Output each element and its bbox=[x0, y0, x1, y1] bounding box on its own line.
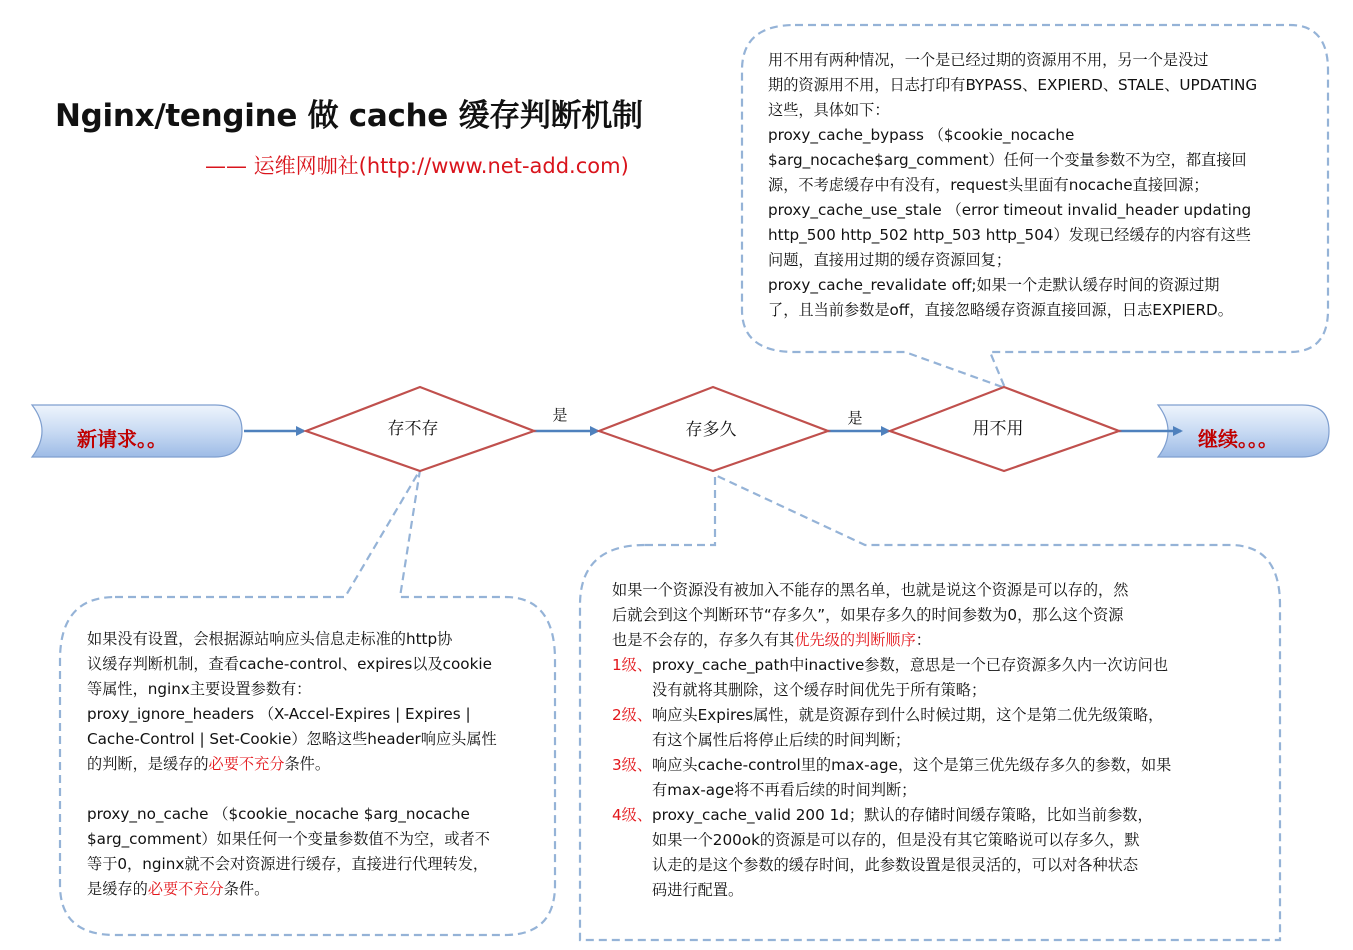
note-line: proxy_cache_bypass （$cookie_nocache bbox=[768, 126, 1075, 144]
note-line: 议缓存判断机制，查看cache-control、expires以及cookie bbox=[87, 655, 492, 673]
level-number: 4级、 bbox=[612, 806, 653, 824]
note-line: Cache-Control | Set-Cookie）忽略这些header响应头属性 bbox=[87, 730, 497, 748]
note-line: proxy_no_cache （$cookie_nocache $arg_nocache bbox=[87, 805, 470, 823]
highlight-text: 必要不充分 bbox=[147, 880, 224, 898]
decision-use-label: 用不用 bbox=[972, 419, 1024, 439]
note-line: 后就会到这个判断环节“存多久”，如果存多久的时间参数为0，那么这个资源 bbox=[612, 606, 1124, 624]
paragraph-gap bbox=[87, 777, 542, 802]
terminal-start-label: 新请求。。 bbox=[77, 427, 167, 451]
terminal-end-label: 继续。。。 bbox=[1198, 427, 1278, 451]
note-line: proxy_ignore_headers （X-Accel-Expires | Expires | bbox=[87, 705, 471, 723]
note-line: 如果一个200ok的资源是可以存的，但是没有其它策略说可以存多久，默 bbox=[652, 831, 1140, 849]
priority-level-2 bbox=[612, 703, 1262, 753]
note-line: 等属性，nginx主要设置参数有： bbox=[87, 680, 312, 698]
page-title: Nginx/tengine 做 cache 缓存判断机制 bbox=[55, 98, 643, 134]
note-line: 响应头cache-control里的max-age，这个是第三优先级存多久的参数，如果 bbox=[652, 756, 1172, 774]
edge-yes-label-1: 是 bbox=[552, 406, 568, 424]
level-number: 2级、 bbox=[612, 706, 653, 724]
priority-level-1 bbox=[612, 653, 1262, 703]
note-text: 条件。 bbox=[284, 755, 330, 773]
note-line: 用不用有两种情况，一个是已经过期的资源用不用，另一个是没过 bbox=[768, 51, 1209, 69]
note-line: 码进行配置。 bbox=[652, 881, 744, 899]
level-number: 1级、 bbox=[612, 656, 653, 674]
note-text: ： bbox=[915, 631, 931, 649]
note-line bbox=[87, 752, 542, 777]
note-line: 有max-age将不再看后续的时间判断； bbox=[652, 781, 917, 799]
note-line: proxy_cache_use_stale （error timeout invalid_header updating bbox=[768, 201, 1252, 219]
highlight-text: 优先级的判断顺序 bbox=[794, 631, 916, 649]
highlight-text: 必要不充分 bbox=[208, 755, 285, 773]
level-number: 3级、 bbox=[612, 756, 653, 774]
note-text: 是缓存的 bbox=[87, 880, 148, 898]
note-line: 了，且当前参数是off，直接忽略缓存资源直接回源，日志EXPIERD。 bbox=[768, 301, 1233, 319]
decision-store-label: 存不存 bbox=[387, 419, 439, 439]
page-subtitle: —— 运维网咖社(http://www.net-add.com) bbox=[205, 154, 629, 178]
note-text: 也是不会存的，存多久有其 bbox=[612, 631, 795, 649]
note-how-long bbox=[612, 578, 1262, 903]
note-line: 源，不考虑缓存中有没有，request头里面有nocache直接回源； bbox=[768, 176, 1209, 194]
note-line: 期的资源用不用，日志打印有BYPASS、EXPIERD、STALE、UPDATING bbox=[768, 76, 1258, 94]
note-line: proxy_cache_path中inactive参数，意思是一个已存资源多久内一次访问也 bbox=[652, 656, 1169, 674]
note-line: 没有就将其删除，这个缓存时间优先于所有策略； bbox=[652, 681, 987, 699]
note-line: proxy_cache_valid 200 1d；默认的存储时间缓存策略，比如当前参数， bbox=[652, 806, 1153, 824]
note-line bbox=[87, 877, 542, 902]
priority-level-3 bbox=[612, 753, 1262, 803]
note-use-or-not bbox=[768, 48, 1313, 323]
decision-duration-label: 存多久 bbox=[685, 420, 737, 440]
priority-level-4 bbox=[612, 803, 1262, 903]
note-line: 这些，具体如下： bbox=[768, 101, 890, 119]
note-line: http_500 http_502 http_503 http_504）发现已经缓存的内容有这些 bbox=[768, 226, 1251, 244]
note-line: 响应头Expires属性，就是资源存到什么时候过期，这个是第二优先级策略， bbox=[652, 706, 1164, 724]
note-text: 的判断，是缓存的 bbox=[87, 755, 209, 773]
note-line: 有这个属性后将停止后续的时间判断； bbox=[652, 731, 911, 749]
note-line: 问题，直接用过期的缓存资源回复； bbox=[768, 251, 1011, 269]
note-line: 如果一个资源没有被加入不能存的黑名单，也就是说这个资源是可以存的，然 bbox=[612, 581, 1129, 599]
note-line: 如果没有设置，会根据源站响应头信息走标准的http协 bbox=[87, 630, 453, 648]
edge-yes-label-2: 是 bbox=[847, 409, 863, 427]
note-line: 等于0，nginx就不会对资源进行缓存，直接进行代理转发， bbox=[87, 855, 489, 873]
note-line bbox=[612, 628, 1262, 653]
note-line: 认走的是这个参数的缓存时间，此参数设置是很灵活的，可以对各种状态 bbox=[652, 856, 1139, 874]
note-text: 条件。 bbox=[223, 880, 270, 898]
note-line: proxy_cache_revalidate off;如果一个走默认缓存时间的资源过期 bbox=[768, 276, 1220, 294]
note-line: $arg_comment）如果任何一个变量参数值不为空，或者不 bbox=[87, 830, 490, 848]
note-store-or-not bbox=[87, 627, 542, 902]
note-line: $arg_nocache$arg_comment）任何一个变量参数不为空，都直接回 bbox=[768, 151, 1247, 169]
